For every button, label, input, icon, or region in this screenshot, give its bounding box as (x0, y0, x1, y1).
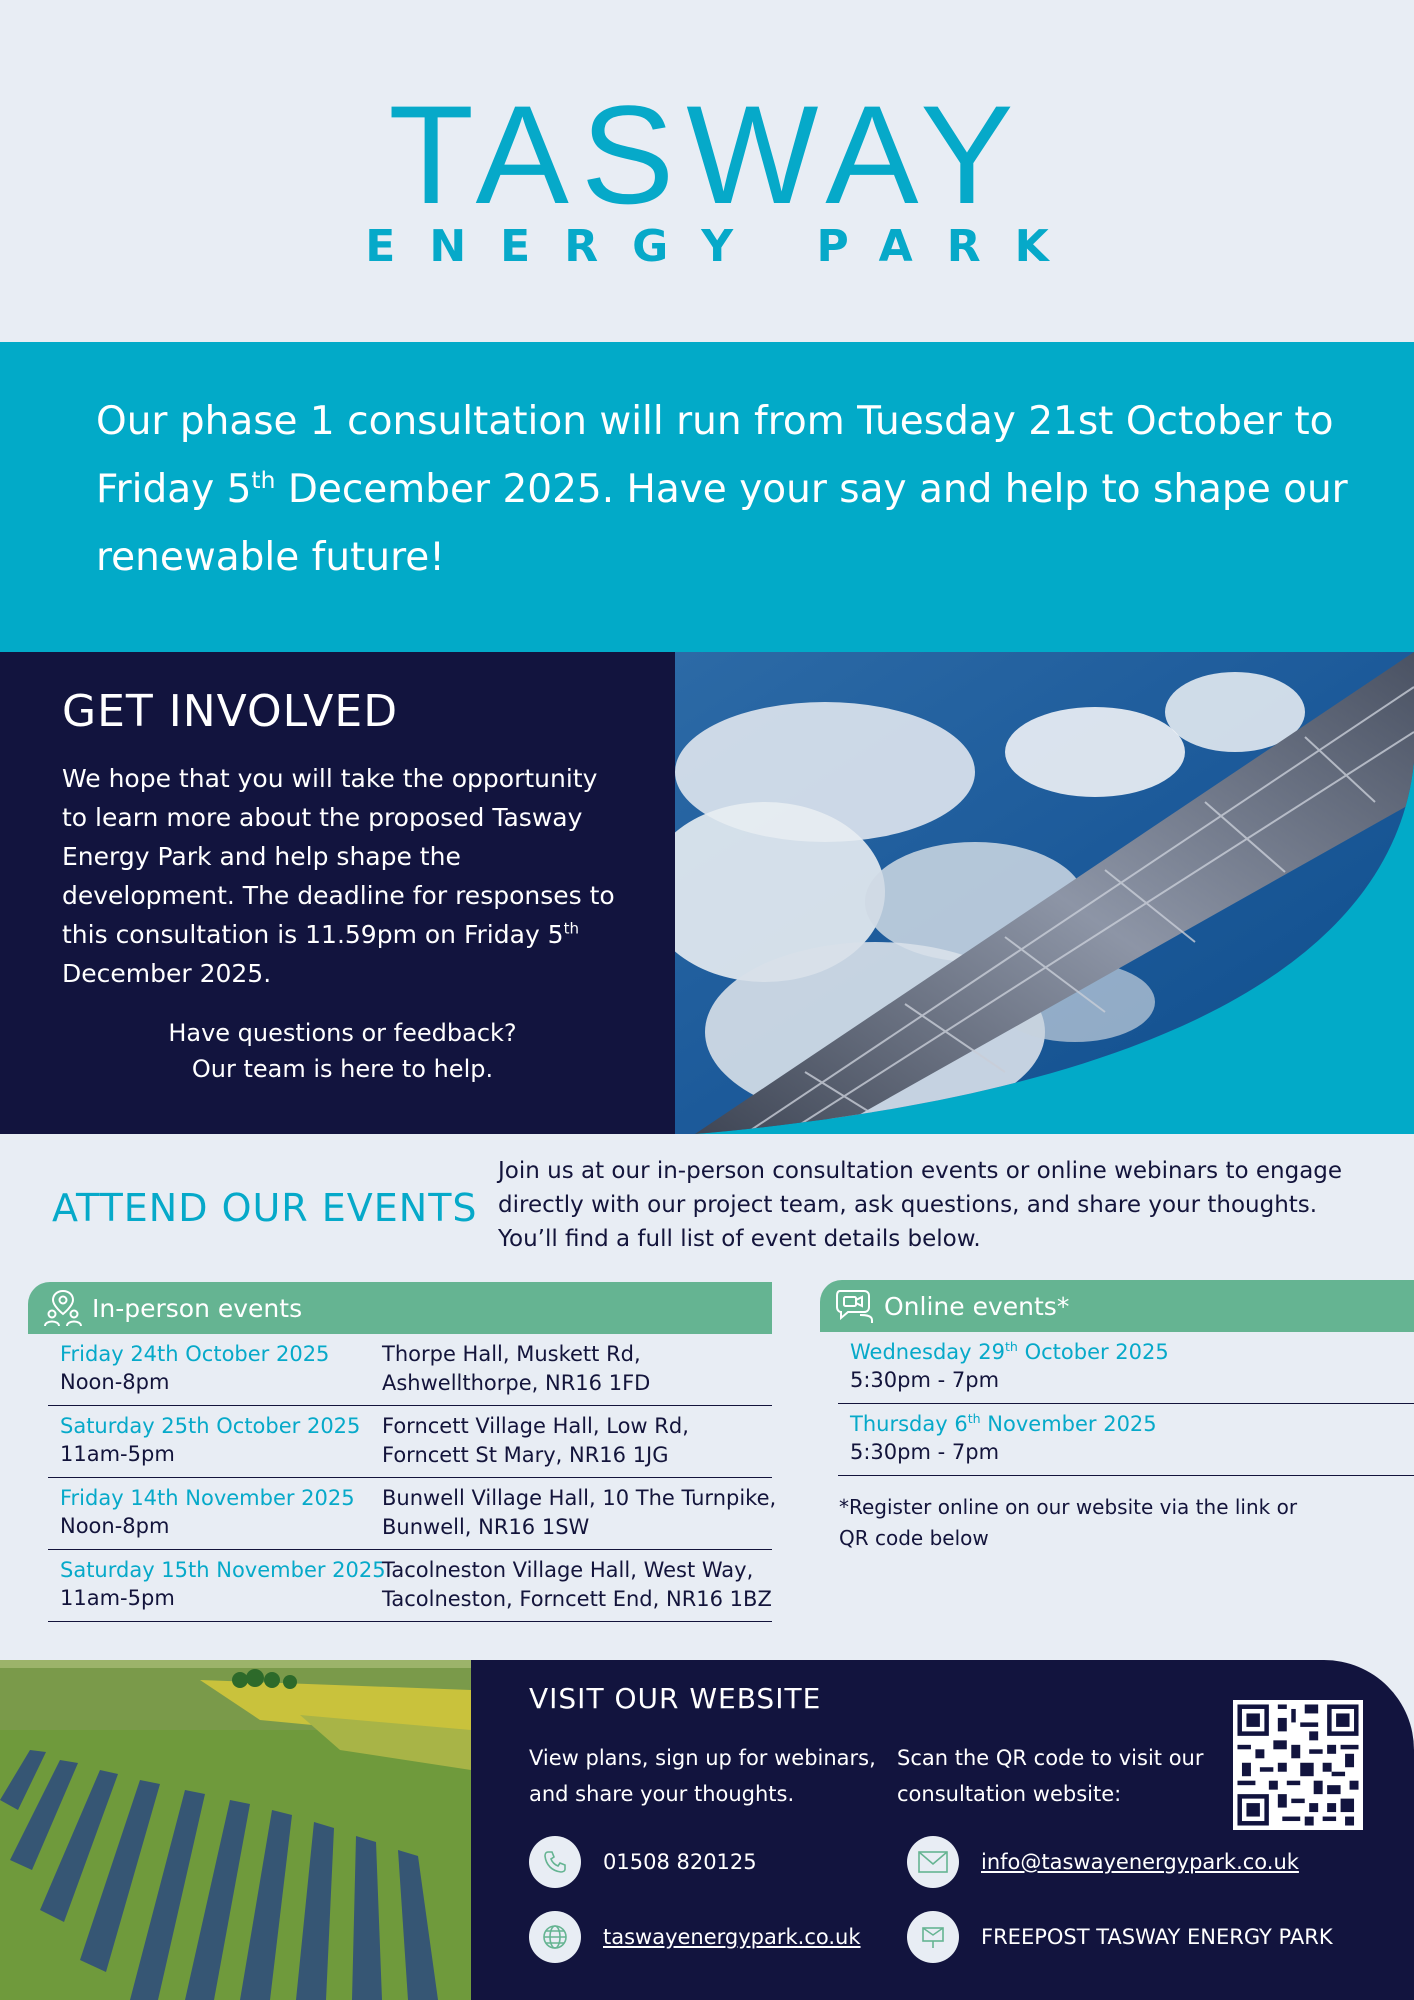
map-pin-people-icon (42, 1287, 84, 1329)
phone-icon (529, 1836, 581, 1888)
logo (0, 76, 1414, 272)
event-time: 11am-5pm (60, 1442, 175, 1466)
online-events-header (820, 1280, 1414, 1332)
table-row (838, 1404, 1414, 1476)
mailbox-icon (907, 1911, 959, 1963)
qr-lead: Scan the QR code to visit our consultation website: (897, 1746, 1204, 1806)
globe-icon (529, 1911, 581, 1963)
get-involved-body: We hope that you will take the opportunity to learn more about the proposed Tasway Energy Park and help shape the development. The deadline for responses to this consultation is 11.59pm on Friday 5th December 2025. (62, 764, 615, 988)
freepost-address: FREEPOST TASWAY ENERGY PARK (981, 1925, 1333, 1949)
get-involved-panel (0, 652, 675, 1134)
events-intro: Join us at our in-person consultation events or online webinars to engage directly with our project team, ask questions, and share your thoughts. You’ll find a full list of event details below. (498, 1158, 1343, 1252)
event-venue: Tacolneston Village Hall, West Way, Tacolneston, Forncett End, NR16 1BZ (382, 1558, 772, 1611)
help-text: Have questions or feedback? Our team is here to help. (168, 1019, 517, 1083)
visit-heading: VISIT OUR WEBSITE (529, 1682, 822, 1715)
qr-code-graphic (1233, 1700, 1363, 1830)
event-time: 11am-5pm (60, 1586, 175, 1610)
email-contact[interactable] (907, 1836, 1299, 1888)
event-time: 5:30pm - 7pm (850, 1440, 1000, 1464)
event-date: Saturday 15th November 2025 (60, 1558, 386, 1582)
event-venue: Thorpe Hall, Muskett Rd, Ashwellthorpe, NR16 1FD (382, 1342, 651, 1395)
in-person-events-title: In-person events (92, 1293, 303, 1323)
table-row (48, 1334, 772, 1406)
phone-contact[interactable] (529, 1836, 757, 1888)
email-link[interactable]: info@taswayenergypark.co.uk (981, 1850, 1299, 1874)
get-involved-heading: GET INVOLVED (62, 686, 399, 737)
solar-farm-illustration (0, 1660, 471, 2000)
event-time: Noon-8pm (60, 1514, 170, 1538)
table-row (48, 1550, 772, 1622)
phone-number: 01508 820125 (603, 1850, 757, 1874)
event-venue: Forncett Village Hall, Low Rd, Forncett St Mary, NR16 1JG (382, 1414, 689, 1467)
visit-website-panel (471, 1660, 1414, 2000)
register-note: *Register online on our website via the link or QR code below (839, 1495, 1298, 1550)
event-time: Noon-8pm (60, 1370, 170, 1394)
solar-panel-illustration (675, 652, 1414, 1134)
table-row (48, 1406, 772, 1478)
visit-lead: View plans, sign up for webinars, and share your thoughts. (529, 1746, 876, 1806)
envelope-icon (907, 1836, 959, 1888)
logo-subtitle: ENERGY PARK (365, 221, 1083, 272)
table-row (838, 1332, 1414, 1404)
solar-panel-photo (675, 652, 1414, 1134)
event-date: Friday 24th October 2025 (60, 1342, 330, 1366)
banner-text: Our phase 1 consultation will run from Tuesday 21st October to Friday 5th December 2025. Have your say and help to shape our renewable future! (96, 399, 1348, 580)
event-date: Wednesday 29th October 2025 (850, 1339, 1169, 1364)
online-events-title: Online events* (884, 1291, 1070, 1321)
event-date: Friday 14th November 2025 (60, 1486, 355, 1510)
table-row (48, 1478, 777, 1550)
event-venue: Bunwell Village Hall, 10 The Turnpike, Bunwell, NR16 1SW (382, 1486, 777, 1539)
in-person-events-header (28, 1282, 772, 1334)
events-heading: ATTEND OUR EVENTS (52, 1186, 478, 1230)
webinar-chat-icon (834, 1285, 876, 1327)
event-time: 5:30pm - 7pm (850, 1368, 1000, 1392)
event-date: Thursday 6th November 2025 (850, 1411, 1157, 1436)
logo-wordmark: TASWAY (388, 76, 1026, 233)
event-date: Saturday 25th October 2025 (60, 1414, 361, 1438)
consultation-banner (0, 342, 1414, 652)
solar-farm-photo (0, 1660, 471, 2000)
freepost-contact (907, 1911, 1333, 1963)
website-link[interactable]: taswayenergypark.co.uk (603, 1925, 861, 1949)
qr-code[interactable] (1233, 1700, 1363, 1830)
website-contact[interactable] (529, 1911, 861, 1963)
